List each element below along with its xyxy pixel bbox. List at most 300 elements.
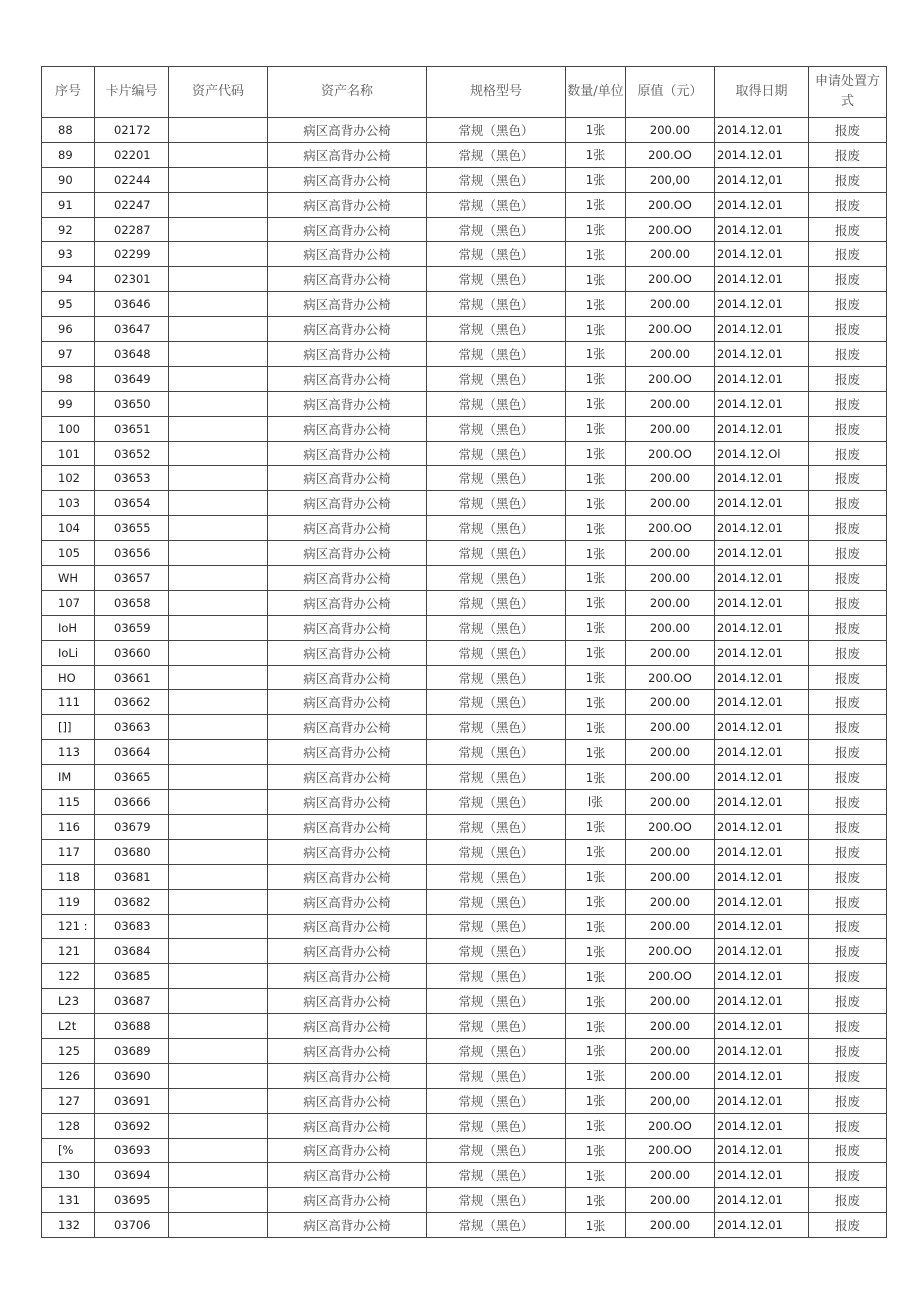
cell-seq: 130 xyxy=(42,1163,95,1188)
cell-asset-name: 病区高背办公椅 xyxy=(268,914,427,939)
asset-disposal-table-container xyxy=(41,66,886,1236)
cell-card-no: 02299 xyxy=(95,242,169,267)
cell-seq: IM xyxy=(42,765,95,790)
cell-seq: L23 xyxy=(42,989,95,1014)
table-row xyxy=(42,715,887,740)
table-row xyxy=(42,964,887,989)
cell-asset-code xyxy=(169,142,268,167)
cell-qty-unit: 1张 xyxy=(566,441,626,466)
cell-seq: 118 xyxy=(42,864,95,889)
cell-asset-code xyxy=(169,391,268,416)
cell-disposal-method: 报废 xyxy=(809,1088,887,1113)
cell-asset-code xyxy=(169,491,268,516)
table-row xyxy=(42,441,887,466)
cell-spec: 常规（黑色） xyxy=(427,1113,566,1138)
cell-asset-code xyxy=(169,590,268,615)
cell-qty-unit: 1张 xyxy=(566,1088,626,1113)
cell-seq: 117 xyxy=(42,839,95,864)
cell-original-value: 200.OO xyxy=(626,1113,715,1138)
cell-acquired-date: 2014.12.01 xyxy=(715,615,809,640)
cell-asset-code xyxy=(169,690,268,715)
cell-qty-unit: 1张 xyxy=(566,566,626,591)
cell-disposal-method: 报废 xyxy=(809,590,887,615)
cell-asset-name: 病区高背办公椅 xyxy=(268,889,427,914)
cell-acquired-date: 2014.12.01 xyxy=(715,491,809,516)
header-spec: 规格型号 xyxy=(427,67,566,118)
table-row xyxy=(42,939,887,964)
cell-acquired-date: 2014.12.01 xyxy=(715,242,809,267)
cell-asset-code xyxy=(169,292,268,317)
table-row xyxy=(42,192,887,217)
cell-spec: 常规（黑色） xyxy=(427,466,566,491)
cell-qty-unit: 1张 xyxy=(566,1014,626,1039)
cell-card-no: 03665 xyxy=(95,765,169,790)
cell-asset-code xyxy=(169,864,268,889)
cell-acquired-date: 2014.12.Ol xyxy=(715,441,809,466)
cell-qty-unit: 1张 xyxy=(566,964,626,989)
cell-disposal-method: 报废 xyxy=(809,342,887,367)
cell-spec: 常规（黑色） xyxy=(427,1138,566,1163)
cell-original-value: 200,00 xyxy=(626,1088,715,1113)
cell-card-no: 02287 xyxy=(95,217,169,242)
cell-seq: 98 xyxy=(42,366,95,391)
cell-disposal-method: 报废 xyxy=(809,964,887,989)
cell-asset-name: 病区高背办公椅 xyxy=(268,267,427,292)
cell-disposal-method: 报废 xyxy=(809,1163,887,1188)
cell-asset-code xyxy=(169,242,268,267)
cell-qty-unit: 1张 xyxy=(566,665,626,690)
cell-original-value: 200.00 xyxy=(626,640,715,665)
table-header xyxy=(42,67,887,118)
cell-seq: 88 xyxy=(42,118,95,143)
cell-seq: 121 : xyxy=(42,914,95,939)
cell-disposal-method: 报废 xyxy=(809,466,887,491)
cell-asset-name: 病区高背办公椅 xyxy=(268,790,427,815)
cell-seq: IoLi xyxy=(42,640,95,665)
table-row xyxy=(42,566,887,591)
cell-card-no: 03663 xyxy=(95,715,169,740)
cell-original-value: 200.00 xyxy=(626,118,715,143)
cell-spec: 常规（黑色） xyxy=(427,192,566,217)
cell-seq: 107 xyxy=(42,590,95,615)
cell-qty-unit: 1张 xyxy=(566,192,626,217)
cell-asset-code xyxy=(169,889,268,914)
table-row xyxy=(42,790,887,815)
header-qty-unit: 数量/单位 xyxy=(566,67,626,118)
cell-asset-name: 病区高背办公椅 xyxy=(268,1213,427,1238)
cell-asset-code xyxy=(169,814,268,839)
cell-card-no: 03651 xyxy=(95,416,169,441)
cell-spec: 常规（黑色） xyxy=(427,740,566,765)
cell-acquired-date: 2014.12.01 xyxy=(715,366,809,391)
cell-spec: 常规（黑色） xyxy=(427,566,566,591)
cell-acquired-date: 2014.12.01 xyxy=(715,118,809,143)
cell-asset-code xyxy=(169,516,268,541)
cell-card-no: 03679 xyxy=(95,814,169,839)
cell-spec: 常规（黑色） xyxy=(427,292,566,317)
cell-asset-code xyxy=(169,317,268,342)
cell-card-no: 03650 xyxy=(95,391,169,416)
header-original-value: 原值（元） xyxy=(626,67,715,118)
cell-card-no: 02301 xyxy=(95,267,169,292)
cell-seq: 125 xyxy=(42,1038,95,1063)
cell-seq: 97 xyxy=(42,342,95,367)
cell-acquired-date: 2014.12.01 xyxy=(715,1113,809,1138)
cell-original-value: 200.00 xyxy=(626,765,715,790)
cell-original-value: 200.OO xyxy=(626,142,715,167)
cell-spec: 常规（黑色） xyxy=(427,590,566,615)
cell-asset-code xyxy=(169,566,268,591)
cell-original-value: 200.00 xyxy=(626,914,715,939)
cell-card-no: 03680 xyxy=(95,839,169,864)
cell-qty-unit: 1张 xyxy=(566,765,626,790)
cell-qty-unit: 1张 xyxy=(566,590,626,615)
cell-disposal-method: 报废 xyxy=(809,814,887,839)
cell-seq: 119 xyxy=(42,889,95,914)
table-row xyxy=(42,317,887,342)
cell-asset-name: 病区高背办公椅 xyxy=(268,242,427,267)
table-row xyxy=(42,416,887,441)
cell-original-value: 200.00 xyxy=(626,1063,715,1088)
cell-acquired-date: 2014.12.01 xyxy=(715,516,809,541)
cell-asset-name: 病区高背办公椅 xyxy=(268,441,427,466)
cell-asset-code xyxy=(169,839,268,864)
cell-disposal-method: 报废 xyxy=(809,1188,887,1213)
cell-card-no: 03706 xyxy=(95,1213,169,1238)
cell-card-no: 03684 xyxy=(95,939,169,964)
cell-acquired-date: 2014.12.01 xyxy=(715,217,809,242)
cell-disposal-method: 报废 xyxy=(809,416,887,441)
cell-asset-code xyxy=(169,939,268,964)
cell-acquired-date: 2014.12.01 xyxy=(715,765,809,790)
table-row xyxy=(42,889,887,914)
cell-seq: 121 xyxy=(42,939,95,964)
cell-disposal-method: 报废 xyxy=(809,1038,887,1063)
cell-asset-name: 病区高背办公椅 xyxy=(268,615,427,640)
cell-spec: 常规（黑色） xyxy=(427,939,566,964)
cell-original-value: 200.00 xyxy=(626,491,715,516)
cell-asset-code xyxy=(169,765,268,790)
cell-card-no: 03683 xyxy=(95,914,169,939)
cell-disposal-method: 报废 xyxy=(809,292,887,317)
header-asset-name: 资产名称 xyxy=(268,67,427,118)
cell-card-no: 03656 xyxy=(95,541,169,566)
cell-qty-unit: 1张 xyxy=(566,466,626,491)
cell-qty-unit: 1张 xyxy=(566,914,626,939)
cell-original-value: 200.00 xyxy=(626,466,715,491)
cell-card-no: 02247 xyxy=(95,192,169,217)
cell-card-no: 03688 xyxy=(95,1014,169,1039)
cell-qty-unit: 1张 xyxy=(566,267,626,292)
cell-card-no: 03654 xyxy=(95,491,169,516)
cell-acquired-date: 2014.12.01 xyxy=(715,989,809,1014)
cell-disposal-method: 报废 xyxy=(809,740,887,765)
cell-card-no: 03662 xyxy=(95,690,169,715)
cell-qty-unit: 1张 xyxy=(566,740,626,765)
cell-acquired-date: 2014.12.01 xyxy=(715,466,809,491)
header-disposal-method: 申请处置方式 xyxy=(809,67,887,118)
cell-original-value: 200.OO xyxy=(626,939,715,964)
table-row xyxy=(42,765,887,790)
cell-acquired-date: 2014.12.01 xyxy=(715,1063,809,1088)
cell-card-no: 03647 xyxy=(95,317,169,342)
cell-acquired-date: 2014.12.01 xyxy=(715,1163,809,1188)
cell-asset-code xyxy=(169,665,268,690)
cell-qty-unit: 1张 xyxy=(566,317,626,342)
cell-spec: 常规（黑色） xyxy=(427,118,566,143)
cell-disposal-method: 报废 xyxy=(809,989,887,1014)
table-row xyxy=(42,242,887,267)
cell-asset-name: 病区高背办公椅 xyxy=(268,939,427,964)
cell-asset-code xyxy=(169,640,268,665)
cell-asset-code xyxy=(169,1014,268,1039)
table-row xyxy=(42,167,887,192)
cell-acquired-date: 2014.12.01 xyxy=(715,416,809,441)
cell-asset-code xyxy=(169,964,268,989)
table-row xyxy=(42,391,887,416)
table-row xyxy=(42,640,887,665)
cell-acquired-date: 2014.12.01 xyxy=(715,292,809,317)
cell-spec: 常规（黑色） xyxy=(427,416,566,441)
cell-card-no: 03661 xyxy=(95,665,169,690)
cell-original-value: 200.OO xyxy=(626,1138,715,1163)
cell-original-value: 200.00 xyxy=(626,989,715,1014)
table-row xyxy=(42,740,887,765)
cell-acquired-date: 2014.12.01 xyxy=(715,541,809,566)
cell-disposal-method: 报废 xyxy=(809,1213,887,1238)
cell-asset-name: 病区高背办公椅 xyxy=(268,167,427,192)
cell-asset-name: 病区高背办公椅 xyxy=(268,1063,427,1088)
cell-spec: 常规（黑色） xyxy=(427,317,566,342)
cell-acquired-date: 2014.12.01 xyxy=(715,964,809,989)
cell-seq: 116 xyxy=(42,814,95,839)
cell-seq: 126 xyxy=(42,1063,95,1088)
cell-spec: 常规（黑色） xyxy=(427,814,566,839)
cell-qty-unit: 1张 xyxy=(566,491,626,516)
cell-spec: 常规（黑色） xyxy=(427,217,566,242)
cell-asset-name: 病区高背办公椅 xyxy=(268,765,427,790)
cell-original-value: 200.00 xyxy=(626,690,715,715)
table-row xyxy=(42,590,887,615)
cell-disposal-method: 报废 xyxy=(809,615,887,640)
cell-seq: 131 xyxy=(42,1188,95,1213)
cell-asset-code xyxy=(169,167,268,192)
cell-disposal-method: 报废 xyxy=(809,914,887,939)
cell-disposal-method: 报废 xyxy=(809,839,887,864)
cell-disposal-method: 报废 xyxy=(809,889,887,914)
cell-asset-code xyxy=(169,541,268,566)
cell-seq: IoH xyxy=(42,615,95,640)
cell-acquired-date: 2014.12.01 xyxy=(715,267,809,292)
table-row xyxy=(42,839,887,864)
cell-disposal-method: 报废 xyxy=(809,939,887,964)
cell-disposal-method: 报废 xyxy=(809,640,887,665)
cell-qty-unit: 1张 xyxy=(566,864,626,889)
cell-spec: 常规（黑色） xyxy=(427,1063,566,1088)
cell-original-value: 200.OO xyxy=(626,366,715,391)
cell-disposal-method: 报废 xyxy=(809,566,887,591)
cell-card-no: 02172 xyxy=(95,118,169,143)
cell-card-no: 03664 xyxy=(95,740,169,765)
cell-asset-name: 病区高背办公椅 xyxy=(268,1138,427,1163)
cell-card-no: 03666 xyxy=(95,790,169,815)
cell-seq: 96 xyxy=(42,317,95,342)
cell-asset-name: 病区高背办公椅 xyxy=(268,516,427,541)
cell-acquired-date: 2014.12.01 xyxy=(715,1014,809,1039)
cell-seq: 103 xyxy=(42,491,95,516)
cell-card-no: 03657 xyxy=(95,566,169,591)
cell-seq: 95 xyxy=(42,292,95,317)
cell-disposal-method: 报废 xyxy=(809,217,887,242)
cell-original-value: 200.00 xyxy=(626,864,715,889)
cell-card-no: 03685 xyxy=(95,964,169,989)
cell-asset-name: 病区高背办公椅 xyxy=(268,192,427,217)
table-row xyxy=(42,1113,887,1138)
cell-asset-name: 病区高背办公椅 xyxy=(268,715,427,740)
cell-acquired-date: 2014.12.01 xyxy=(715,790,809,815)
cell-seq: 132 xyxy=(42,1213,95,1238)
cell-card-no: 03690 xyxy=(95,1063,169,1088)
cell-disposal-method: 报废 xyxy=(809,715,887,740)
cell-asset-name: 病区高背办公椅 xyxy=(268,342,427,367)
cell-original-value: 200.00 xyxy=(626,566,715,591)
table-row xyxy=(42,491,887,516)
cell-seq: HO xyxy=(42,665,95,690)
header-seq: 序号 xyxy=(42,67,95,118)
header-card-no: 卡片编号 xyxy=(95,67,169,118)
cell-asset-name: 病区高背办公椅 xyxy=(268,491,427,516)
cell-qty-unit: 1张 xyxy=(566,839,626,864)
cell-asset-name: 病区高背办公椅 xyxy=(268,118,427,143)
table-row xyxy=(42,342,887,367)
cell-original-value: 200.00 xyxy=(626,615,715,640)
cell-spec: 常规（黑色） xyxy=(427,1014,566,1039)
cell-acquired-date: 2014.12.01 xyxy=(715,889,809,914)
cell-spec: 常规（黑色） xyxy=(427,541,566,566)
cell-qty-unit: 1张 xyxy=(566,292,626,317)
cell-spec: 常规（黑色） xyxy=(427,1163,566,1188)
cell-spec: 常规（黑色） xyxy=(427,790,566,815)
cell-asset-code xyxy=(169,217,268,242)
cell-asset-name: 病区高背办公椅 xyxy=(268,989,427,1014)
table-row xyxy=(42,989,887,1014)
cell-disposal-method: 报废 xyxy=(809,790,887,815)
cell-qty-unit: 1张 xyxy=(566,242,626,267)
cell-card-no: 03694 xyxy=(95,1163,169,1188)
cell-spec: 常规（黑色） xyxy=(427,615,566,640)
cell-qty-unit: 1张 xyxy=(566,690,626,715)
cell-asset-name: 病区高背办公椅 xyxy=(268,1163,427,1188)
table-row xyxy=(42,1188,887,1213)
cell-qty-unit: l张 xyxy=(566,790,626,815)
cell-qty-unit: 1张 xyxy=(566,416,626,441)
cell-qty-unit: 1张 xyxy=(566,939,626,964)
cell-seq: WH xyxy=(42,566,95,591)
cell-original-value: 200.00 xyxy=(626,715,715,740)
cell-acquired-date: 2014.12.01 xyxy=(715,142,809,167)
cell-asset-name: 病区高背办公椅 xyxy=(268,366,427,391)
cell-disposal-method: 报废 xyxy=(809,366,887,391)
cell-spec: 常规（黑色） xyxy=(427,765,566,790)
table-row xyxy=(42,615,887,640)
cell-asset-name: 病区高背办公椅 xyxy=(268,740,427,765)
cell-original-value: 200.00 xyxy=(626,292,715,317)
cell-asset-code xyxy=(169,1213,268,1238)
cell-spec: 常规（黑色） xyxy=(427,715,566,740)
cell-acquired-date: 2014.12.01 xyxy=(715,864,809,889)
cell-seq: 105 xyxy=(42,541,95,566)
table-row xyxy=(42,1038,887,1063)
cell-acquired-date: 2014.12.01 xyxy=(715,342,809,367)
cell-acquired-date: 2014.12.01 xyxy=(715,939,809,964)
cell-original-value: 200.OO xyxy=(626,441,715,466)
cell-spec: 常规（黑色） xyxy=(427,242,566,267)
cell-disposal-method: 报废 xyxy=(809,541,887,566)
cell-original-value: 200.00 xyxy=(626,1188,715,1213)
cell-original-value: 200.00 xyxy=(626,416,715,441)
header-asset-code: 资产代码 xyxy=(169,67,268,118)
cell-acquired-date: 2014.12.01 xyxy=(715,590,809,615)
cell-original-value: 200,00 xyxy=(626,167,715,192)
cell-disposal-method: 报废 xyxy=(809,690,887,715)
cell-asset-name: 病区高背办公椅 xyxy=(268,466,427,491)
cell-asset-code xyxy=(169,989,268,1014)
cell-seq: 99 xyxy=(42,391,95,416)
cell-disposal-method: 报废 xyxy=(809,317,887,342)
cell-asset-name: 病区高背办公椅 xyxy=(268,1113,427,1138)
cell-acquired-date: 2014.12.01 xyxy=(715,914,809,939)
cell-card-no: 03695 xyxy=(95,1188,169,1213)
header-acquired-date: 取得日期 xyxy=(715,67,809,118)
cell-qty-unit: 1张 xyxy=(566,889,626,914)
cell-asset-name: 病区高背办公椅 xyxy=(268,317,427,342)
cell-asset-name: 病区高背办公椅 xyxy=(268,566,427,591)
cell-qty-unit: 1张 xyxy=(566,1038,626,1063)
cell-original-value: 200.OO xyxy=(626,516,715,541)
cell-asset-code xyxy=(169,342,268,367)
cell-disposal-method: 报废 xyxy=(809,1014,887,1039)
cell-disposal-method: 报废 xyxy=(809,441,887,466)
table-row xyxy=(42,864,887,889)
cell-card-no: 03652 xyxy=(95,441,169,466)
cell-qty-unit: 1张 xyxy=(566,640,626,665)
cell-spec: 常规（黑色） xyxy=(427,167,566,192)
table-row xyxy=(42,1088,887,1113)
cell-asset-name: 病区高背办公椅 xyxy=(268,391,427,416)
cell-asset-code xyxy=(169,615,268,640)
cell-asset-name: 病区高背办公椅 xyxy=(268,839,427,864)
cell-seq: 113 xyxy=(42,740,95,765)
cell-seq: 101 xyxy=(42,441,95,466)
table-row xyxy=(42,1014,887,1039)
cell-asset-name: 病区高背办公椅 xyxy=(268,416,427,441)
cell-spec: 常规（黑色） xyxy=(427,964,566,989)
cell-asset-name: 病区高背办公椅 xyxy=(268,217,427,242)
cell-spec: 常规（黑色） xyxy=(427,441,566,466)
cell-disposal-method: 报废 xyxy=(809,491,887,516)
table-row xyxy=(42,142,887,167)
cell-spec: 常规（黑色） xyxy=(427,267,566,292)
cell-card-no: 03646 xyxy=(95,292,169,317)
cell-asset-name: 病区高背办公椅 xyxy=(268,640,427,665)
cell-seq: 100 xyxy=(42,416,95,441)
table-row xyxy=(42,690,887,715)
cell-asset-name: 病区高背办公椅 xyxy=(268,292,427,317)
cell-card-no: 03648 xyxy=(95,342,169,367)
cell-original-value: 200.00 xyxy=(626,1014,715,1039)
cell-spec: 常规（黑色） xyxy=(427,366,566,391)
cell-original-value: 200.OO xyxy=(626,267,715,292)
